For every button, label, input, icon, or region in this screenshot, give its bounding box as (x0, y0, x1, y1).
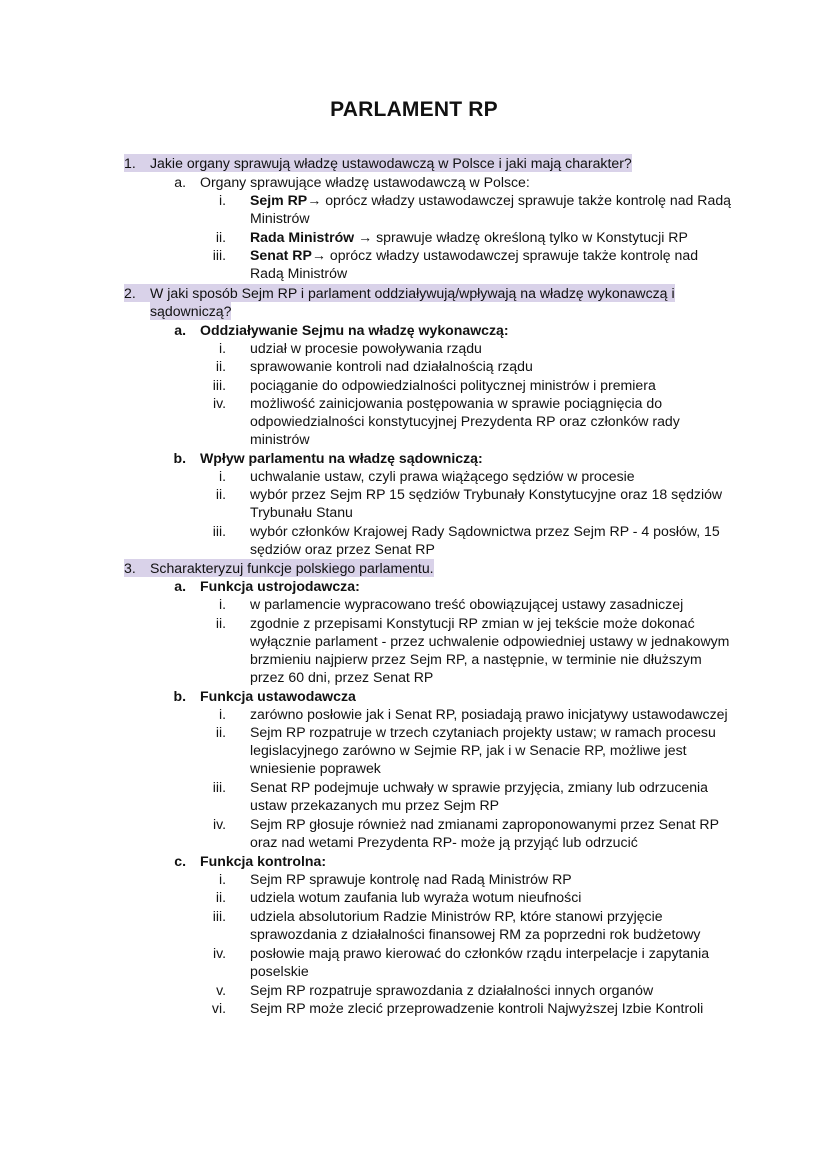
term-senat: Senat RP (250, 247, 312, 263)
q3-c-iv-text: posłowie mają prawo kierować do członków rządu interpelacje i zapytania (250, 945, 710, 961)
q3-b-iii-text: Senat RP podejmuje uchwały w sprawie przyjęcia, zmiany lub odrzucenia (250, 779, 709, 795)
q3-b-iii-cont: ustaw przekazanych mu przez Sejm RP (250, 797, 500, 813)
q1-a-iii-desc: → oprócz władzy ustawodawczej sprawuje także kontrolę nad (311, 247, 699, 263)
q3-c-vi-number: vi. (211, 1000, 226, 1016)
q1-number: 1. (124, 154, 142, 172)
q3-c-number: c. (174, 853, 186, 869)
q2-b-ii-cont: Trybunału Stanu (250, 504, 353, 520)
q3-a-ii-number: ii. (215, 615, 226, 631)
q2-number: 2. (124, 284, 142, 302)
q2-b-ii-number: ii. (215, 486, 226, 502)
q2-a-iv-text: możliwość zainicjowania postępowania w sprawie pociągnięcia do (250, 395, 663, 411)
q3-b-number: b. (173, 688, 186, 704)
q3-c-title: Funkcja kontrolna: (200, 853, 327, 869)
q3-b-ii-cont: legislacyjnego zarówno w Sejmie RP, jak i w Senacie RP, możliwe jest (250, 742, 687, 758)
q3-c-iii-number: iii. (212, 908, 226, 924)
q1-a-i-desc: → oprócz władzy ustawodawczej sprawuje także kontrolę nad Radą (307, 192, 731, 208)
q2-b-title: Wpływ parlamentu na władzę sądowniczą: (200, 450, 483, 466)
q2-question: W jaki sposób Sejm RP i parlament oddziaływują/wpływają na władzę wykonawczą i (142, 284, 675, 302)
q3-b-i-number: i. (218, 706, 226, 722)
q1-a-ii-desc: → sprawuje władzę określoną tylko w Konstytucji RP (354, 229, 688, 245)
q3-b-i-text: zarówno posłowie jak i Senat RP, posiadają prawo inicjatywy ustawodawczej (250, 706, 728, 722)
q1-a-i-cont: Ministrów (250, 210, 310, 226)
page-title: PARLAMENT RP (330, 98, 498, 121)
q3-c-iii-text: udziela absolutorium Radzie Ministrów RP, które stanowi przyjęcie (250, 908, 663, 924)
q1-question: Jakie organy sprawują władzę ustawodawczą w Polsce i jaki mają charakter? (142, 154, 632, 172)
q3-c-iv-cont: poselskie (250, 963, 309, 979)
q3-b-title: Funkcja ustawodawcza (200, 688, 356, 704)
q3-c-v-number: v. (216, 982, 226, 998)
q2-b-ii-text: wybór przez Sejm RP 15 sędziów Trybunały Konstytucyjne oraz 18 sędziów (250, 486, 723, 502)
q1-a-text: Organy sprawujące władzę ustawodawczą w Polsce: (200, 174, 530, 190)
q1-a-i-text (250, 191, 731, 209)
q2-b-iii-cont: sędziów oraz przez Senat RP (250, 541, 435, 557)
q1-a-i-number: i. (218, 192, 226, 208)
q3-b-iv-number: iv. (212, 816, 226, 832)
q2-a-ii-number: ii. (215, 358, 226, 374)
q1-a-iii-text (250, 246, 698, 264)
q2-question-cont: sądowniczą? (150, 303, 232, 319)
q1-a-iii-number: iii. (212, 247, 226, 263)
q2-a-iii-text: pociąganie do odpowiedzialności politycznej ministrów i premiera (250, 377, 656, 393)
q2-a-i-text: udział w procesie powoływania rządu (250, 340, 482, 356)
term-rada-ministrow: Rada Ministrów (250, 229, 355, 245)
q2-a-iv-cont2: ministrów (250, 431, 310, 447)
q3-b-ii-number: ii. (215, 724, 226, 740)
q3-b-ii-text: Sejm RP rozpatruje w trzech czytaniach projekty ustaw; w ramach procesu (250, 724, 716, 740)
q3-a-ii-cont: wyłącznie parlament - przez uchwalenie odpowiedniej ustawy w jednakowym (250, 633, 730, 649)
q3-a-ii-cont2: brzmieniu najpierw przez Sejm RP, a następnie, w terminie nie dłuższym (250, 651, 702, 667)
q3-c-ii-text: udziela wotum zaufania lub wyraża wotum nieufności (250, 889, 582, 905)
q3-c-v-text: Sejm RP rozpatruje sprawozdania z działalności innych organów (250, 982, 654, 998)
q1-a-ii-number: ii. (215, 229, 226, 245)
q3-b-ii-cont2: wniesienie poprawek (250, 760, 381, 776)
q3-b-iii-number: iii. (212, 779, 226, 795)
q3-c-i-number: i. (218, 871, 226, 887)
q2-b-iii-number: iii. (212, 523, 226, 539)
q3-a-ii-text: zgodnie z przepisami Konstytucji RP zmian w jej tekście może dokonać (250, 615, 695, 631)
q2-b-i-text: uchwalanie ustaw, czyli prawa wiążącego sędziów w procesie (250, 468, 635, 484)
q2-a-title: Oddziaływanie Sejmu na władzę wykonawczą: (200, 322, 509, 338)
q3-b-iv-text: Sejm RP głosuje również nad zmianami zaproponowanymi przez Senat RP (250, 816, 719, 832)
q1-a-number: a. (174, 174, 186, 190)
q1-a-ii-text (250, 228, 688, 246)
q2-b-iii-text: wybór członków Krajowej Rady Sądownictwa przez Sejm RP - 4 posłów, 15 (250, 523, 720, 539)
q3-a-i-text: w parlamencie wypracowano treść obowiązującej ustawy zasadniczej (250, 596, 684, 612)
q3-b-iv-cont: oraz nad wetami Prezydenta RP- może ją przyjąć lub odrzucić (250, 834, 638, 850)
q3-c-iii-cont: sprawozdania z działalności finansowej RM za poprzedni rok budżetowy (250, 926, 701, 942)
q3-question: Scharakteryzuj funkcje polskiego parlamentu. (142, 559, 434, 577)
q2-a-iii-number: iii. (212, 377, 226, 393)
q2-b-i-number: i. (218, 468, 226, 484)
q3-a-title: Funkcja ustrojodawcza: (200, 578, 360, 594)
q3-a-ii-cont3: przez 60 dni, przez Senat RP (250, 669, 434, 685)
q2-a-number: a. (174, 322, 186, 338)
q3-c-vi-text: Sejm RP może zlecić przeprowadzenie kontroli Najwyższej Izbie Kontroli (250, 1000, 704, 1016)
term-sejm: Sejm RP (250, 192, 308, 208)
q3-c-i-text: Sejm RP sprawuje kontrolę nad Radą Ministrów RP (250, 871, 572, 887)
q3-c-ii-number: ii. (215, 889, 226, 905)
q3-a-i-number: i. (218, 596, 226, 612)
q3-a-number: a. (174, 578, 186, 594)
q2-a-ii-text: sprawowanie kontroli nad działalnością rządu (250, 358, 533, 374)
q2-a-i-number: i. (218, 340, 226, 356)
q2-a-iv-cont: odpowiedzialności konstytucyjnej Prezydenta RP oraz członków rady (250, 413, 680, 429)
q1-a-iii-cont: Radą Ministrów (250, 265, 348, 281)
q3-c-iv-number: iv. (212, 945, 226, 961)
q2-b-number: b. (173, 450, 186, 466)
q2-a-iv-number: iv. (212, 395, 226, 411)
q3-number: 3. (124, 559, 142, 577)
